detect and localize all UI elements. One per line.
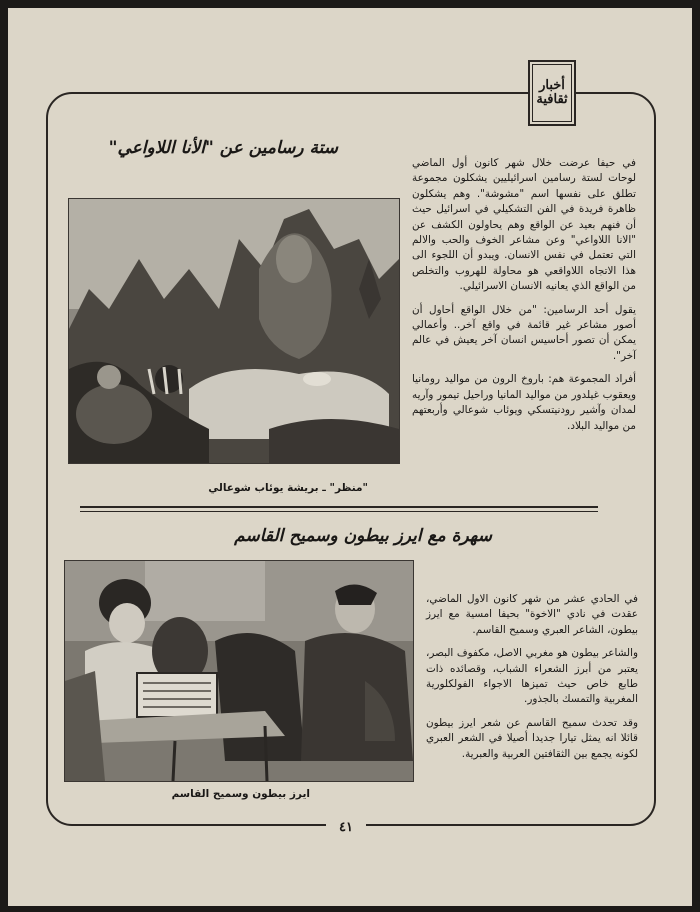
article-1-paragraph-1: في حيفا عرضت خلال شهر كانون أول الماضي لوحات لستة رسامين اسرائيليين يشكلون مجموعة تطلق على نفسها اسم "مشوشة". وهم يشكلون ظاهرة فريدة في الفن التشكيلي في اسرائيل حيث أن فنهم بعيد عن الواقع وهم يحاولون الكشف عن "الانا اللاواعي" وعن مشاعر الخوف والحب والالم التي تعتمل في نفس الانسان. ويبدو أن اللجوء الى هذا الاتجاه اللاواقعي هو محاولة للهروب والتخلص من الواقع الذي يعانيه الانسان الاسرائيلي.	[412, 157, 636, 293]
logo-line-1: أخبار	[539, 78, 565, 94]
magazine-page	[8, 8, 692, 906]
article-2-body	[426, 592, 638, 770]
poets-photo	[64, 560, 414, 782]
logo-line-2: ثقافية	[536, 92, 568, 107]
poets-image	[65, 561, 413, 781]
article-2-paragraph-1: في الحادي عشر من شهر كانون الاول الماضي، عقدت في نادي "الاخوة" بحيفا امسية مع ايرز بيطون، الشاعر العبري وسميح القاسم.	[426, 593, 638, 636]
article-2-paragraph-3: وقد تحدث سميح القاسم عن شعر ايرز بيطون قائلا انه يمثل تيارا جديدا أصيلا في الشعر العبري لكونه يجمع بين الثقافتين العربية والعبرية.	[426, 716, 638, 760]
painting-caption: "منظر" ـ بريشة يوئاب شوعالي	[208, 482, 368, 494]
article-2-headline: سهرة مع ايرز بيطون وسميح القاسم	[234, 526, 492, 546]
article-1-paragraph-2: يقول أحد الرسامين: "من خلال الواقع أحاول أن أصور مشاعر غير قائمة في واقع آخر.. وأعمالي يمكن أن تصور أحاسيس انسان آخر يعيش في عالم آخر".	[412, 303, 636, 362]
section-logo-text	[532, 64, 572, 122]
section-divider-thick	[80, 506, 598, 508]
painting-photo	[68, 198, 400, 464]
article-1-paragraph-3: أفراد المجموعة هم: باروخ الرون من مواليد رومانيا ويعقوب غيلدور من مواليد المانيا وراحيل تيمور وآريه لمدان وآشير رودنيتسكي ويوئاب شوعالي وأربعتهم من مواليد البلاد.	[412, 373, 636, 432]
poets-caption: ايرز بيطون وسميح القاسم	[171, 788, 310, 800]
article-2-paragraph-2: والشاعر بيطون هو مغربي الاصل، مكفوف البصر، يعتبر من أبرز الشعراء الشباب، وقصائده ذات طابع خاص حيث تميزها الاجواء الفولكلورية المغربية والتمسك بالجذور.	[426, 647, 638, 706]
page-number: ٤١	[326, 820, 366, 835]
painting-image	[69, 199, 399, 463]
article-1-headline: ستة رسامين عن "الأنا اللاواعي"	[108, 138, 338, 158]
article-1-body	[412, 156, 636, 442]
section-divider-thin	[80, 511, 598, 512]
section-logo	[528, 60, 576, 126]
